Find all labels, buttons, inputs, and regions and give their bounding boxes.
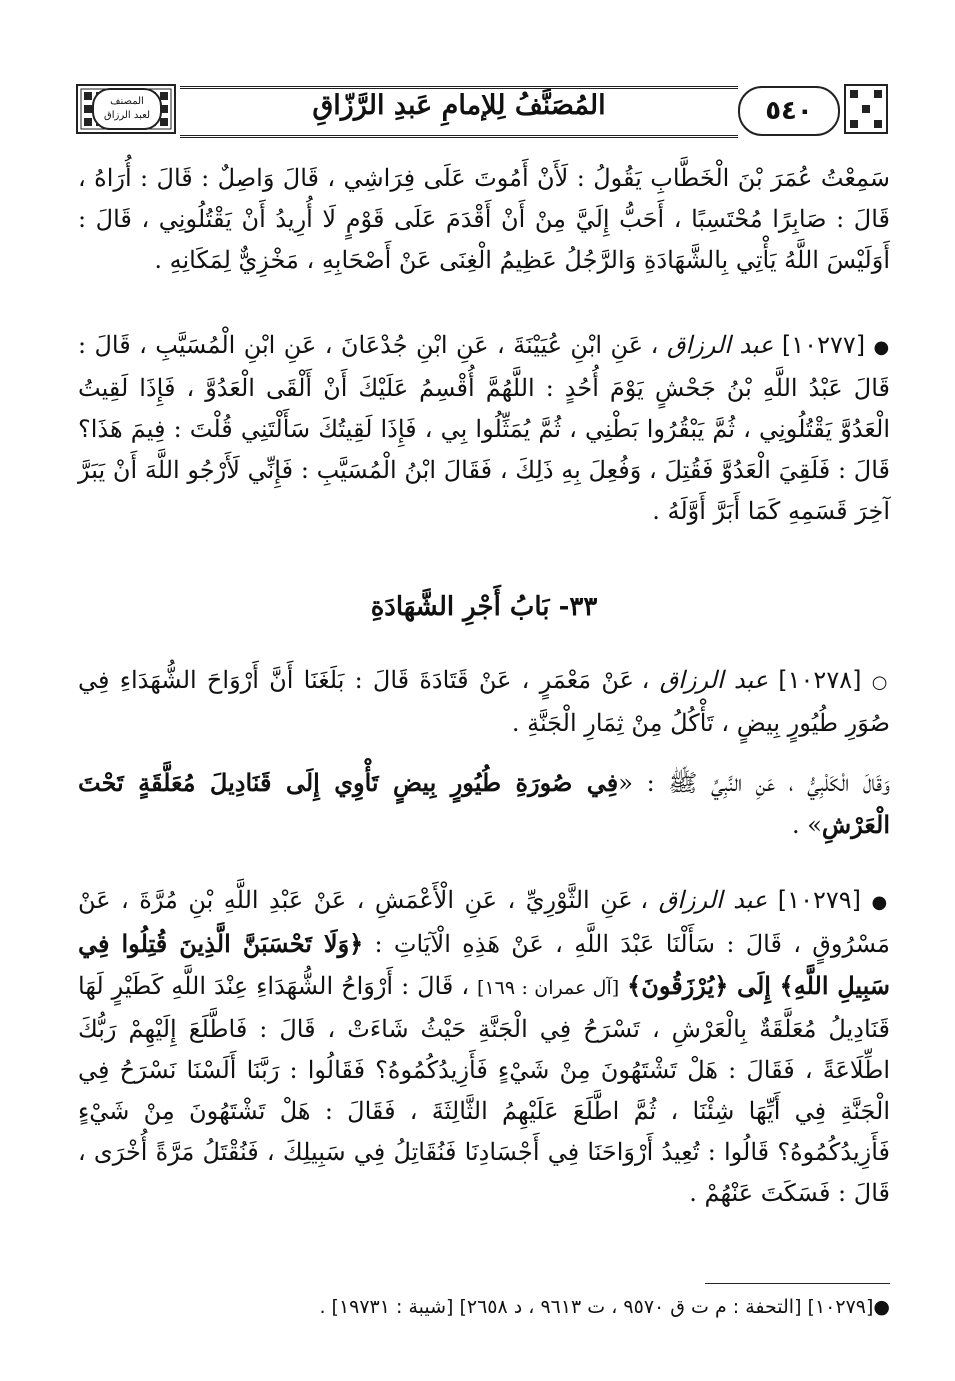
hadith-10278 — [78, 660, 890, 744]
hadith-10279 — [78, 880, 890, 1214]
book-title: المُصَنَّفُ لِلإمامِ عَبدِ الرَّزّاقِ — [312, 90, 606, 121]
narration-intro: وَقَالَ الْكَلْبِيُّ ، عَنِ النَّبِيِّ ﷺ : « — [618, 769, 890, 797]
emblem-line-1: المصنف — [110, 96, 144, 107]
text-line: قَالَ : صَابِرًا مُحْتَسِبًا ، أَحَبُّ إِلَيَّ مِنْ أَنْ أَقْدَمَ عَلَى قَوْمٍ لَا أُرِيدُ أَنْ يَقْتُلُونِي ، قَالَ : — [78, 205, 890, 233]
hadith-10277 — [78, 325, 890, 532]
running-header — [76, 78, 888, 140]
hadith-text: ، عَنْ مَعْمَرٍ ، عَنْ قَتَادَةَ قَالَ : بَلَغَنَا أَنَّ أَرْوَاحَ الشُّهَدَاءِ فِي صُوَرِ طُيُورٍ بِيضٍ ، تَأْكُلُ مِنْ ثِمَارِ الْجَنَّةِ . — [78, 666, 890, 737]
kalbi-narration — [78, 762, 890, 846]
narrator-name: عبد الرزاق — [666, 331, 774, 359]
hadith-marker-icon: ○ — [871, 672, 890, 693]
hadith-text: ، عَنِ الثَّوْرِيِّ ، عَنِ الْأَعْمَشِ ، عَنْ عَبْدِ اللَّهِ بْنِ مُرَّةَ ، عَنْ مَسْرُوقٍ ، قَالَ : سَأَلْنَا عَبْدَ اللَّهِ ، عَنْ هَذِهِ الْآيَاتِ : — [78, 886, 890, 958]
narrator-name: عبد الرزاق — [658, 886, 768, 914]
footnote: ●[١٠٢٧٩] [التحفة : م ت ق ٩٥٧٠ ، ت ٩٦١٣ ، د ٢٦٥٨] [شيبة : ١٩٧٣١] . — [319, 1296, 890, 1318]
footnote-divider — [705, 1283, 890, 1284]
hadith-number: [١٠٢٧٨] — [778, 666, 862, 694]
page-number: ٥٤٠ — [738, 86, 840, 136]
text-line: أَوَلَيْسَ اللَّهُ يَأْتِي بِالشَّهَادَةِ وَالرَّجُلُ عَظِيمُ الْغِنَى عَنْ أَصْحَابِهِ ، مَخْزِيٌّ لِمَكَانِهِ . — [154, 246, 890, 274]
hadith-text: ، قَالَ : أَرْوَاحُ الشُّهَدَاءِ عِنْدَ اللَّهِ كَطَيْرٍ لَهَا قَنَادِيلُ مُعَلَّقَةٌ بِالْعَرْشِ ، تَسْرَحُ فِي الْجَنَّةِ حَيْثُ شَاءَتْ ، قَالَ : فَاطَّلَعَ إِلَيْهِمْ رَبُّكَ اطِّلَاعَةً ، فَقَالَ : هَلْ تَشْتَهُونَ مِنْ شَيْءٍ فَأَزِيدُكُمُوهُ؟ فَقَالُوا : رَبَّنَا أَلَسْنَا نَسْرَحُ فِي الْجَنَّةِ فِي أَيِّهَا شِئْنَا ، ثُمَّ اطَّلَعَ عَلَيْهِمُ الثَّالِثَةَ ، فَقَالَ : هَلْ تَشْتَهُونَ مِنْ شَيْءٍ فَأَزِيدُكُمُوهُ؟ قَالُوا : تُعِيدُ أَرْوَاحَنَا فِي أَجْسَادِنَا فَنُقَاتِلُ فِي سَبِيلِكَ ، فَنُقْتَلُ مَرَّةً أُخْرَى ، قَالَ : فَسَكَتَ عَنْهُمْ . — [78, 972, 890, 1207]
hadith-text: ، عَنِ ابْنِ عُيَيْنَةَ ، عَنِ ابْنِ جُدْعَانَ ، عَنِ ابْنِ الْمُسَيَّبِ ، قَالَ : قَالَ عَبْدُ اللَّهِ بْنُ جَحْشٍ يَوْمَ أُحُدٍ : اللَّهُمَّ أُقْسِمُ عَلَيْكَ أَنْ أَلْقَى الْعَدُوَّ ، فَإِذَا لَقِيتُ الْعَدُوَّ يَقْتُلُونِي ، ثُمَّ يَبْقُرُوا بَطْنِي ، ثُمَّ يُمَثِّلُوا بِي ، فَإِذَا لَقِيتُكَ سَأَلْتَنِي قُلْتَ : فِيمَ هَذَا؟ قَالَ : فَلَقِيَ الْعَدُوَّ فَقُتِلَ ، وَفُعِلَ بِهِ ذَلِكَ ، فَقَالَ ابْنُ الْمُسَيَّبِ : فَإِنِّي لَأَرْجُو اللَّهَ أَنْ يَبَرَّ آخِرَ قَسَمِهِ كَمَا أَبَرَّ أَوَّلَهُ . — [78, 331, 890, 525]
hadith-marker-icon: ● — [871, 892, 890, 913]
text-line: سَمِعْتُ عُمَرَ بْنَ الْخَطَّابِ يَقُولُ : لَأَنْ أَمُوتَ عَلَى فِرَاشِي ، قَالَ وَاصِلٌ : قَالَ : أُرَاهُ ، — [78, 164, 891, 192]
chapter-heading: ٣٣- بَابُ أَجْرِ الشَّهَادَةِ — [370, 592, 598, 622]
book-emblem — [92, 88, 162, 130]
hadith-number: [١٠٢٧٩] — [777, 886, 861, 914]
paragraph-continuation — [78, 158, 890, 281]
narrator-name: عبد الرزاق — [659, 666, 769, 694]
hadith-number: [١٠٢٧٧] — [781, 331, 866, 359]
right-ornament-icon — [844, 84, 888, 134]
emblem-line-2: لعبد الرزاق — [103, 110, 151, 121]
hadith-marker-icon: ● — [873, 337, 890, 358]
prophetic-quote: فِي صُورَةِ طُيُورٍ بِيضٍ تَأْوِي إِلَى قَنَادِيلَ مُعَلَّقَةٍ تَحْتَ الْعَرْشِ — [78, 768, 890, 839]
verse-reference: [آل عمران : ١٦٩] — [477, 977, 620, 999]
quran-verse: ﴿وَلَا تَحْسَبَنَّ الَّذِينَ قُتِلُوا فِي سَبِيلِ اللَّهِ﴾ إِلَى ﴿يُرْزَقُونَ﴾ — [78, 929, 890, 1000]
narration-outro: » . — [791, 811, 822, 839]
